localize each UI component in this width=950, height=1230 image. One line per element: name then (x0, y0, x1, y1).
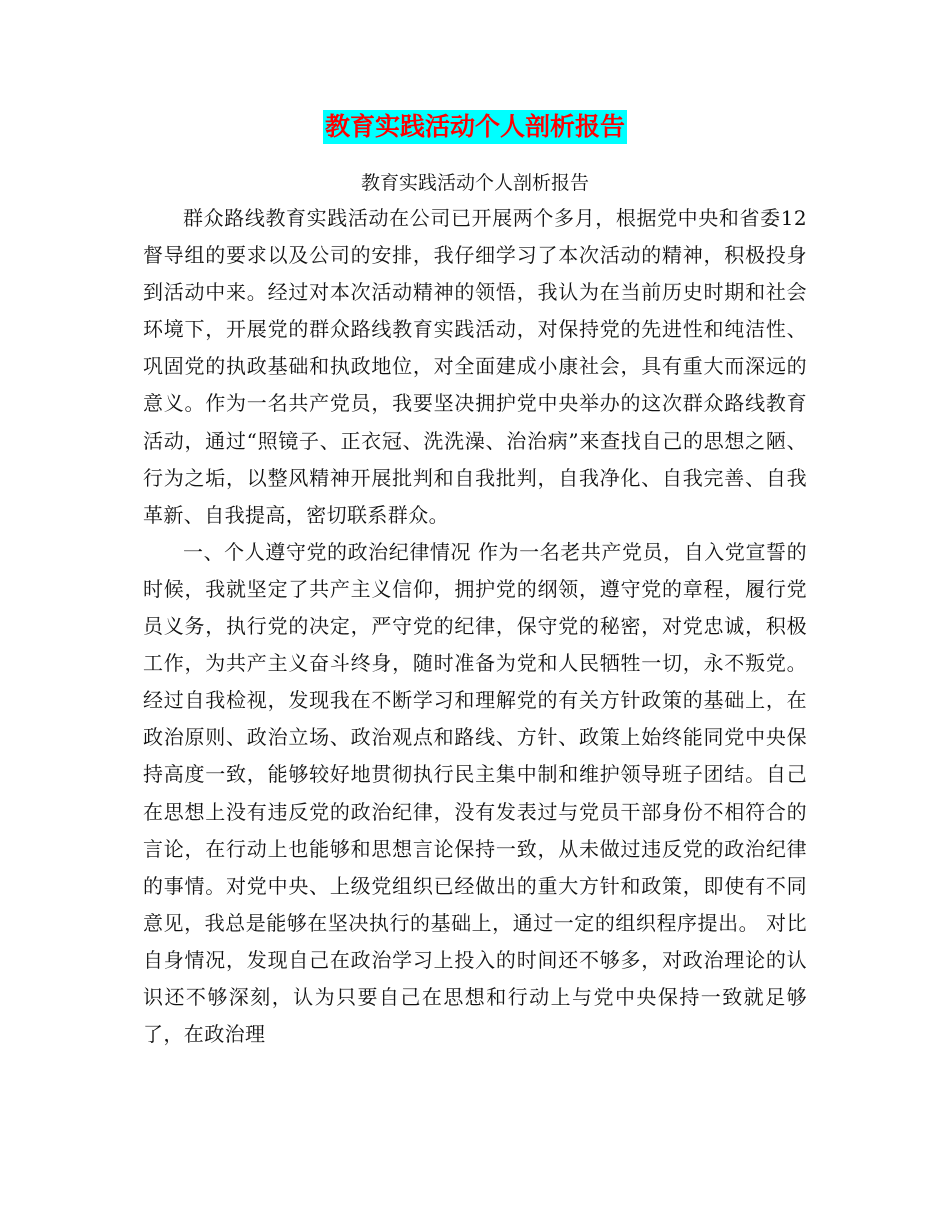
paragraph-section-1: 一、个人遵守党的政治纪律情况 作为一名老共产党员，自入党宣誓的时候，我就坚定了共产主义信仰，拥护党的纲领，遵守党的章程，履行党员义务，执行党的决定，严守党的纪律，保守党的秘密，对党忠诚，积极工作，为共产主义奋斗终身，随时准备为党和人民牺牲一切，永不叛党。经过自我检视，发现我在不断学习和理解党的有关方针政策的基础上，在政治原则、政治立场、政治观点和路线、方针、政策上始终能同党中央保持高度一致，能够较好地贯彻执行民主集中制和维护领导班子团结。自己在思想上没有违反党的政治纪律，没有发表过与党员干部身份不相符合的言论，在行动上也能够和思想言论保持一致，从未做过违反党的政治纪律的事情。对党中央、上级党组织已经做出的重大方针和政策，即使有不同意见，我总是能够在坚决执行的基础上，通过一定的组织程序提出。 对比自身情况，发现自己在政治学习上投入的时间还不够多，对政治理论的认识还不够深刻，认为只要自己在思想和行动上与党中央保持一致就足够了，在政治理 (143, 539, 807, 1047)
document-subtitle: 教育实践活动个人剖析报告 (360, 172, 589, 194)
document-body (143, 200, 807, 1053)
document-title: 教育实践活动个人剖析报告 (323, 110, 627, 144)
paragraph-intro: 群众路线教育实践活动在公司已开展两个多月，根据党中央和省委12督导组的要求以及公司的安排，我仔细学习了本次活动的精神，积极投身到活动中来。经过对本次活动精神的领悟，我认为在当前历史时期和社会环境下，开展党的群众路线教育实践活动，对保持党的先进性和纯洁性、巩固党的执政基础和执政地位，对全面建成小康社会，具有重大而深远的意义。作为一名共产党员，我要坚决拥护党中央举办的这次群众路线教育活动，通过“照镜子、正衣冠、洗洗澡、治治病”来查找自己的思想之陋、行为之垢，以整风精神开展批判和自我批判，自我净化、自我完善、自我革新、自我提高，密切联系群众。 (143, 206, 807, 527)
title-container (0, 110, 950, 144)
